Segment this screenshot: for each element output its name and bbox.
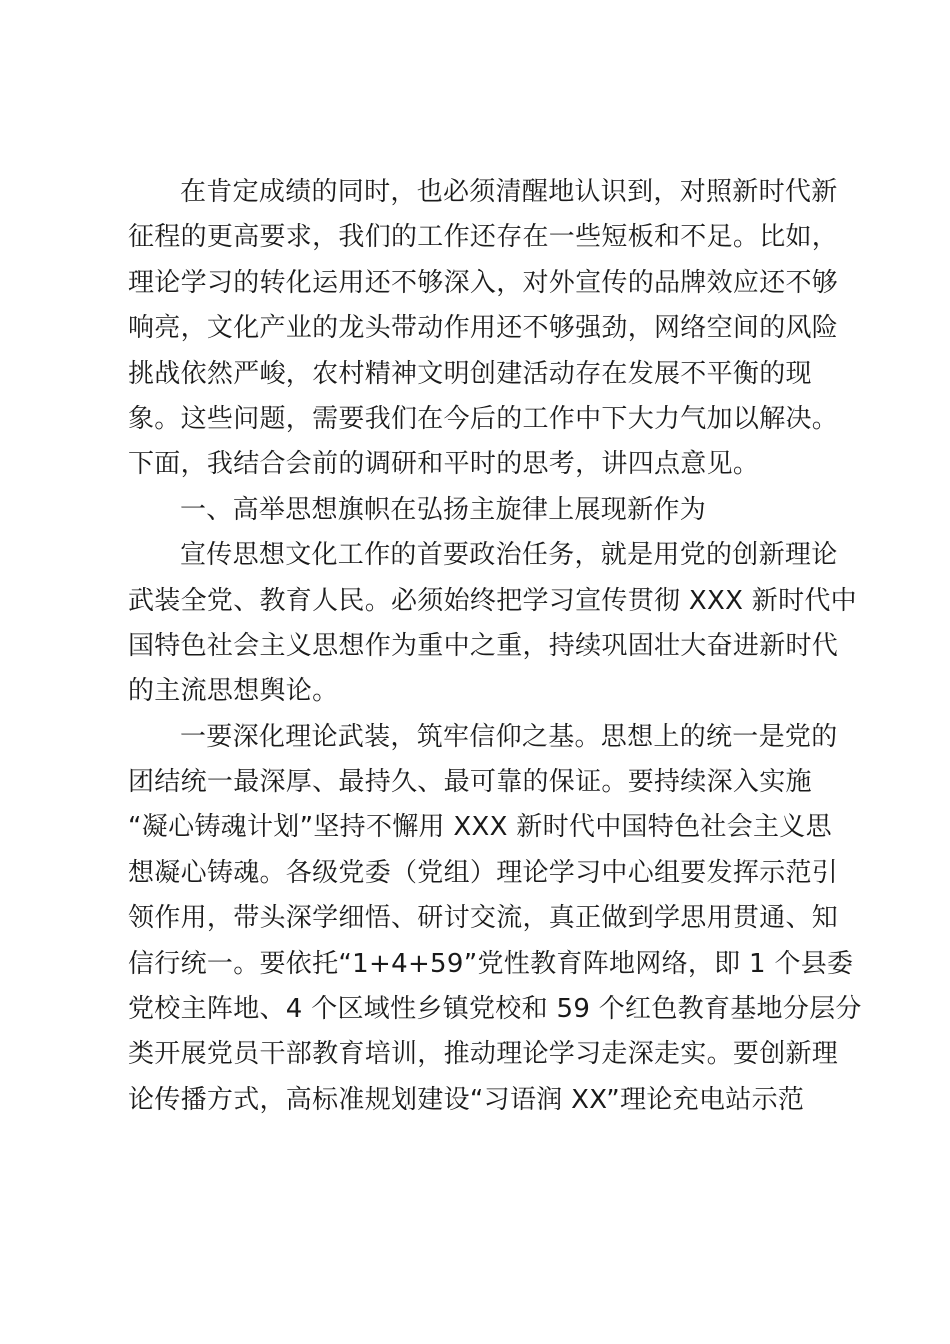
document-body: [128, 170, 862, 1123]
text-line: 挑战依然严峻，农村精神文明创建活动存在发展不平衡的现: [128, 358, 812, 389]
text-line: 在肯定成绩的同时，也必须清醒地认识到，对照新时代新: [180, 177, 838, 207]
text-line: 征程的更高要求，我们的工作还存在一些短板和不足。比如，: [128, 222, 839, 253]
text-line: 论传播方式，高标准规划建设“习语润 XX”理论充电站示范: [128, 1084, 805, 1115]
text-line: 理论学习的转化运用还不够深入，对外宣传的品牌效应还不够: [128, 267, 839, 298]
text-line: 领作用，带头深学细悟、研讨交流，真正做到学思用贯通、知: [128, 903, 839, 934]
text-line: 武装全党、教育人民。必须始终把学习宣传贯彻 XXX 新时代中: [128, 585, 857, 616]
text-line: 响亮，文化产业的龙头带动作用还不够强劲，网络空间的风险: [128, 313, 839, 344]
text-line: 一要深化理论武装，筑牢信仰之基。思想上的统一是党的: [180, 721, 838, 752]
text-line: 党校主阵地、4 个区域性乡镇党校和 59 个红色教育基地分层分: [128, 994, 862, 1025]
text-line: 类开展党员干部教育培训，推动理论学习走深走实。要创新理: [128, 1039, 839, 1070]
text-line: 象。这些问题，需要我们在今后的工作中下大力气加以解决。: [128, 403, 839, 434]
text-line: 想凝心铸魂。各级党委（党组）理论学习中心组要发挥示范引: [128, 857, 839, 888]
text-line: 宣传思想文化工作的首要政治任务，就是用党的创新理论: [180, 540, 838, 571]
text-line: 国特色社会主义思想作为重中之重，持续巩固壮大奋进新时代: [128, 630, 839, 661]
text-line: 团结统一最深厚、最持久、最可靠的保证。要持续深入实施: [128, 767, 812, 798]
text-line: “凝心铸魂计划”坚持不懈用 XXX 新时代中国特色社会主义思: [128, 812, 832, 843]
text-line: 下面，我结合会前的调研和平时的思考，讲四点意见。: [128, 449, 760, 480]
section-heading: 一、高举思想旗帜在弘扬主旋律上展现新作为: [180, 494, 707, 525]
text-line: 的主流思想舆论。: [128, 676, 339, 707]
text-line: 信行统一。要依托“1+4+59”党性教育阵地网络，即 1 个县委: [128, 948, 854, 979]
